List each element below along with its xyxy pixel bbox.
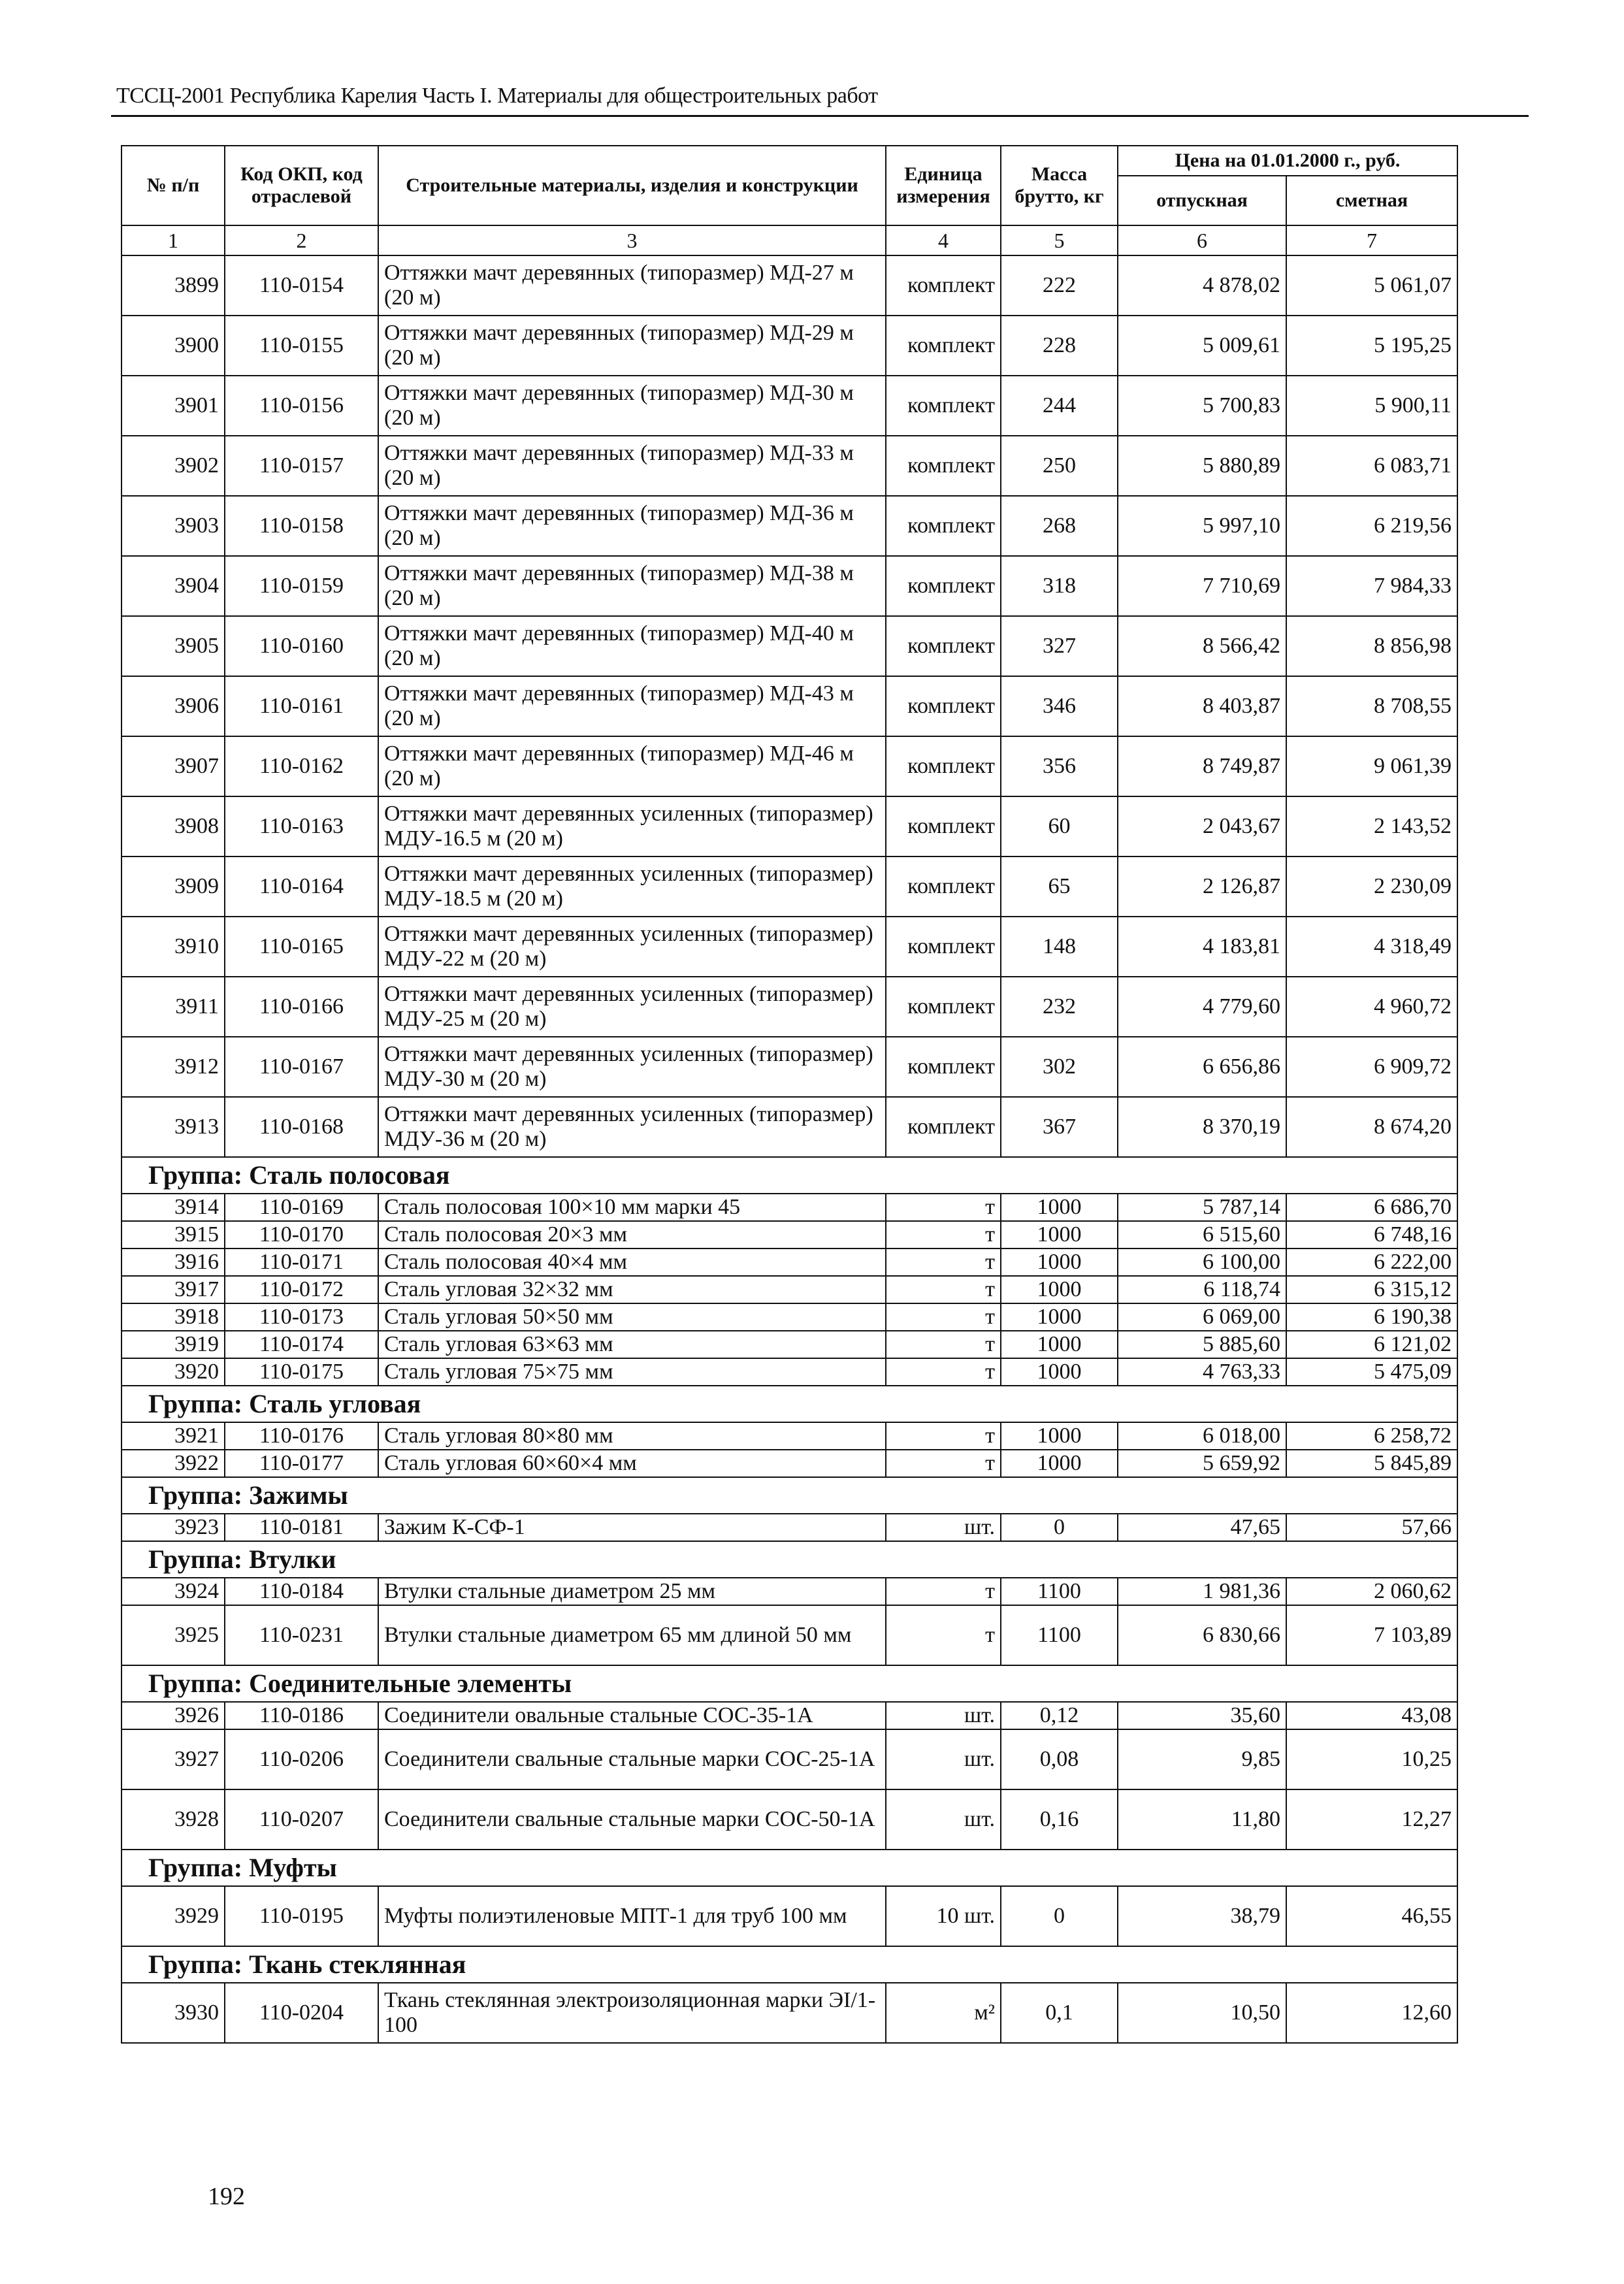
row-code: 110-0156 [225,376,378,436]
row-price-estimate: 6 315,12 [1286,1276,1457,1303]
row-price-estimate: 12,27 [1286,1789,1457,1850]
group-title: Группа: Сталь угловая [122,1386,1457,1422]
row-number: 3923 [122,1514,225,1541]
row-mass: 0,1 [1001,1983,1118,2043]
row-code: 110-0206 [225,1729,378,1789]
row-mass: 318 [1001,556,1118,616]
row-mass: 0,12 [1001,1702,1118,1729]
row-mass: 1000 [1001,1221,1118,1248]
row-mass: 0,08 [1001,1729,1118,1789]
row-price-estimate: 2 060,62 [1286,1578,1457,1605]
row-price-estimate: 43,08 [1286,1702,1457,1729]
table-row [122,1097,1457,1157]
table-row [122,736,1457,796]
row-price-estimate: 9 061,39 [1286,736,1457,796]
table-row [122,796,1457,856]
row-price-estimate: 5 845,89 [1286,1450,1457,1477]
table-row [122,496,1457,556]
row-name: Оттяжки мачт деревянных (типоразмер) МД-43 м (20 м) [378,676,886,736]
table-row [122,1886,1457,1946]
row-number: 3902 [122,436,225,496]
table-row [122,1221,1457,1248]
row-price-release: 5 787,14 [1118,1194,1286,1221]
row-number: 3927 [122,1729,225,1789]
col-header-price-release: отпускная [1118,176,1286,225]
row-code: 110-0168 [225,1097,378,1157]
row-mass: 0,16 [1001,1789,1118,1850]
row-price-estimate: 4 960,72 [1286,977,1457,1037]
row-unit: м² [886,1983,1001,2043]
column-number-row [122,225,1457,255]
row-mass: 268 [1001,496,1118,556]
table-row [122,556,1457,616]
row-price-estimate: 4 318,49 [1286,917,1457,977]
row-mass: 1000 [1001,1450,1118,1477]
table-row [122,676,1457,736]
row-mass: 1000 [1001,1358,1118,1386]
row-unit: комплект [886,856,1001,917]
table-row [122,1605,1457,1665]
row-name: Сталь угловая 32×32 мм [378,1276,886,1303]
row-price-release: 35,60 [1118,1702,1286,1729]
row-number: 3911 [122,977,225,1037]
group-header [122,1946,1457,1983]
row-price-estimate: 6 686,70 [1286,1194,1457,1221]
row-name: Оттяжки мачт деревянных (типоразмер) МД-36 м (20 м) [378,496,886,556]
table-row [122,1422,1457,1450]
row-price-estimate: 5 195,25 [1286,316,1457,376]
row-code: 110-0164 [225,856,378,917]
column-number: 4 [886,225,1001,255]
row-number: 3901 [122,376,225,436]
row-mass: 346 [1001,676,1118,736]
table-row [122,436,1457,496]
row-unit: т [886,1422,1001,1450]
table-row [122,376,1457,436]
row-code: 110-0170 [225,1221,378,1248]
row-name: Оттяжки мачт деревянных (типоразмер) МД-33 м (20 м) [378,436,886,496]
table-row [122,1331,1457,1358]
column-number: 6 [1118,225,1286,255]
row-unit: комплект [886,496,1001,556]
row-unit: т [886,1221,1001,1248]
row-number: 3906 [122,676,225,736]
row-price-release: 6 069,00 [1118,1303,1286,1331]
row-number: 3926 [122,1702,225,1729]
table-row [122,1983,1457,2043]
row-code: 110-0177 [225,1450,378,1477]
table-row [122,1194,1457,1221]
row-price-release: 7 710,69 [1118,556,1286,616]
col-header-unit: Единица измерения [886,146,1001,225]
table-row [122,917,1457,977]
row-name: Оттяжки мачт деревянных (типоразмер) МД-40 м (20 м) [378,616,886,676]
table-row [122,977,1457,1037]
table-row [122,1358,1457,1386]
row-mass: 1000 [1001,1194,1118,1221]
row-mass: 1000 [1001,1248,1118,1276]
row-mass: 0 [1001,1514,1118,1541]
row-price-release: 5 997,10 [1118,496,1286,556]
row-price-estimate: 8 708,55 [1286,676,1457,736]
row-unit: шт. [886,1789,1001,1850]
row-price-release: 4 878,02 [1118,255,1286,316]
row-unit: комплект [886,436,1001,496]
row-number: 3905 [122,616,225,676]
table-row [122,1037,1457,1097]
group-header [122,1850,1457,1886]
row-number: 3921 [122,1422,225,1450]
row-price-release: 2 126,87 [1118,856,1286,917]
row-price-release: 5 700,83 [1118,376,1286,436]
row-price-estimate: 2 143,52 [1286,796,1457,856]
row-unit: шт. [886,1702,1001,1729]
row-price-estimate: 6 748,16 [1286,1221,1457,1248]
row-price-release: 6 656,86 [1118,1037,1286,1097]
row-number: 3922 [122,1450,225,1477]
row-code: 110-0161 [225,676,378,736]
row-name: Оттяжки мачт деревянных (типоразмер) МД-46 м (20 м) [378,736,886,796]
column-number: 1 [122,225,225,255]
col-header-name: Строительные материалы, изделия и конструкции [378,146,886,225]
row-name: Сталь угловая 50×50 мм [378,1303,886,1331]
row-number: 3924 [122,1578,225,1605]
row-number: 3913 [122,1097,225,1157]
row-mass: 244 [1001,376,1118,436]
row-code: 110-0157 [225,436,378,496]
row-code: 110-0169 [225,1194,378,1221]
row-unit: комплект [886,316,1001,376]
row-mass: 0 [1001,1886,1118,1946]
row-price-release: 8 370,19 [1118,1097,1286,1157]
table-row [122,1729,1457,1789]
row-code: 110-0165 [225,917,378,977]
row-unit: т [886,1276,1001,1303]
row-name: Оттяжки мачт деревянных усиленных (типоразмер) МДУ-22 м (20 м) [378,917,886,977]
row-price-release: 5 659,92 [1118,1450,1286,1477]
row-price-release: 6 515,60 [1118,1221,1286,1248]
row-price-estimate: 5 061,07 [1286,255,1457,316]
row-price-estimate: 6 258,72 [1286,1422,1457,1450]
row-code: 110-0172 [225,1276,378,1303]
row-price-estimate: 6 222,00 [1286,1248,1457,1276]
row-price-release: 6 830,66 [1118,1605,1286,1665]
row-name: Сталь угловая 80×80 мм [378,1422,886,1450]
row-name: Сталь полосовая 20×3 мм [378,1221,886,1248]
row-code: 110-0171 [225,1248,378,1276]
row-unit: комплект [886,1037,1001,1097]
row-unit: т [886,1194,1001,1221]
row-number: 3917 [122,1276,225,1303]
row-price-release: 8 403,87 [1118,676,1286,736]
row-mass: 250 [1001,436,1118,496]
row-mass: 60 [1001,796,1118,856]
group-title: Группа: Соединительные элементы [122,1665,1457,1702]
row-unit: комплект [886,676,1001,736]
row-code: 110-0160 [225,616,378,676]
row-price-release: 8 566,42 [1118,616,1286,676]
table-row [122,1578,1457,1605]
row-name: Муфты полиэтиленовые МПТ-1 для труб 100 мм [378,1886,886,1946]
row-price-release: 6 118,74 [1118,1276,1286,1303]
row-code: 110-0204 [225,1983,378,2043]
row-code: 110-0175 [225,1358,378,1386]
row-price-estimate: 5 900,11 [1286,376,1457,436]
group-title: Группа: Втулки [122,1541,1457,1578]
row-code: 110-0184 [225,1578,378,1605]
group-title: Группа: Зажимы [122,1477,1457,1514]
row-unit: комплект [886,1097,1001,1157]
column-number: 7 [1286,225,1457,255]
row-code: 110-0163 [225,796,378,856]
row-number: 3928 [122,1789,225,1850]
row-unit: т [886,1578,1001,1605]
running-head: ТССЦ-2001 Республика Карелия Часть I. Материалы для общестроительных работ [116,84,878,108]
row-number: 3920 [122,1358,225,1386]
row-price-release: 6 018,00 [1118,1422,1286,1450]
row-price-release: 4 763,33 [1118,1358,1286,1386]
row-code: 110-0176 [225,1422,378,1450]
row-unit: комплект [886,255,1001,316]
table-body [122,255,1457,2043]
header-rule [111,115,1529,117]
row-name: Оттяжки мачт деревянных (типоразмер) МД-29 м (20 м) [378,316,886,376]
row-price-release: 4 183,81 [1118,917,1286,977]
table-row [122,616,1457,676]
row-number: 3904 [122,556,225,616]
row-number: 3930 [122,1983,225,2043]
row-code: 110-0195 [225,1886,378,1946]
row-unit: т [886,1248,1001,1276]
row-name: Сталь угловая 75×75 мм [378,1358,886,1386]
col-header-mass: Масса брутто, кг [1001,146,1118,225]
row-code: 110-0167 [225,1037,378,1097]
table-row [122,856,1457,917]
col-header-price-estimate: сметная [1286,176,1457,225]
row-name: Зажим К-СФ-1 [378,1514,886,1541]
group-header [122,1541,1457,1578]
row-mass: 302 [1001,1037,1118,1097]
row-name: Оттяжки мачт деревянных усиленных (типоразмер) МДУ-25 м (20 м) [378,977,886,1037]
row-price-estimate: 6 190,38 [1286,1303,1457,1331]
row-price-release: 2 043,67 [1118,796,1286,856]
row-price-release: 4 779,60 [1118,977,1286,1037]
row-number: 3899 [122,255,225,316]
row-price-estimate: 7 103,89 [1286,1605,1457,1665]
column-number: 2 [225,225,378,255]
row-number: 3900 [122,316,225,376]
row-name: Соединители овальные стальные СОС-35-1А [378,1702,886,1729]
row-price-release: 1 981,36 [1118,1578,1286,1605]
row-price-release: 5 885,60 [1118,1331,1286,1358]
row-number: 3907 [122,736,225,796]
table-row [122,1303,1457,1331]
row-number: 3909 [122,856,225,917]
row-number: 3903 [122,496,225,556]
row-mass: 367 [1001,1097,1118,1157]
row-mass: 327 [1001,616,1118,676]
row-name: Сталь угловая 63×63 мм [378,1331,886,1358]
row-unit: т [886,1450,1001,1477]
row-number: 3916 [122,1248,225,1276]
row-mass: 1000 [1001,1276,1118,1303]
row-unit: комплект [886,556,1001,616]
group-title: Группа: Муфты [122,1850,1457,1886]
row-code: 110-0173 [225,1303,378,1331]
row-unit: т [886,1303,1001,1331]
row-number: 3912 [122,1037,225,1097]
row-price-release: 9,85 [1118,1729,1286,1789]
group-header [122,1386,1457,1422]
row-number: 3914 [122,1194,225,1221]
row-number: 3929 [122,1886,225,1946]
row-name: Ткань стеклянная электроизоляционная марки ЭI/1-100 [378,1983,886,2043]
row-code: 110-0159 [225,556,378,616]
col-header-price: Цена на 01.01.2000 г., руб. [1118,146,1457,176]
row-price-release: 6 100,00 [1118,1248,1286,1276]
row-mass: 1000 [1001,1303,1118,1331]
row-price-estimate: 5 475,09 [1286,1358,1457,1386]
row-mass: 1100 [1001,1605,1118,1665]
row-unit: 10 шт. [886,1886,1001,1946]
row-unit: т [886,1358,1001,1386]
row-unit: т [886,1331,1001,1358]
group-title: Группа: Сталь полосовая [122,1157,1457,1194]
table-row [122,1514,1457,1541]
row-price-estimate: 12,60 [1286,1983,1457,2043]
row-number: 3908 [122,796,225,856]
group-title: Группа: Ткань стеклянная [122,1946,1457,1983]
row-unit: шт. [886,1514,1001,1541]
row-price-estimate: 6 909,72 [1286,1037,1457,1097]
table-row [122,1248,1457,1276]
row-price-estimate: 2 230,09 [1286,856,1457,917]
row-number: 3919 [122,1331,225,1358]
price-table [121,145,1458,2044]
table-row [122,1276,1457,1303]
row-name: Оттяжки мачт деревянных (типоразмер) МД-27 м (20 м) [378,255,886,316]
column-number: 3 [378,225,886,255]
row-price-estimate: 57,66 [1286,1514,1457,1541]
col-header-code: Код ОКП, код отраслевой [225,146,378,225]
table-row [122,1789,1457,1850]
row-price-release: 38,79 [1118,1886,1286,1946]
group-header [122,1665,1457,1702]
row-name: Оттяжки мачт деревянных усиленных (типоразмер) МДУ-30 м (20 м) [378,1037,886,1097]
row-unit: комплект [886,917,1001,977]
row-unit: шт. [886,1729,1001,1789]
row-price-estimate: 6 219,56 [1286,496,1457,556]
row-price-release: 47,65 [1118,1514,1286,1541]
row-name: Сталь полосовая 100×10 мм марки 45 [378,1194,886,1221]
row-name: Втулки стальные диаметром 25 мм [378,1578,886,1605]
table-row [122,1450,1457,1477]
row-code: 110-0174 [225,1331,378,1358]
group-header [122,1477,1457,1514]
row-code: 110-0186 [225,1702,378,1729]
row-code: 110-0154 [225,255,378,316]
row-price-estimate: 8 856,98 [1286,616,1457,676]
row-price-release: 5 009,61 [1118,316,1286,376]
row-unit: комплект [886,977,1001,1037]
row-number: 3918 [122,1303,225,1331]
row-mass: 65 [1001,856,1118,917]
row-name: Оттяжки мачт деревянных усиленных (типоразмер) МДУ-18.5 м (20 м) [378,856,886,917]
row-price-release: 5 880,89 [1118,436,1286,496]
row-price-estimate: 7 984,33 [1286,556,1457,616]
row-name: Сталь полосовая 40×4 мм [378,1248,886,1276]
row-number: 3925 [122,1605,225,1665]
row-code: 110-0162 [225,736,378,796]
row-code: 110-0181 [225,1514,378,1541]
row-unit: комплект [886,616,1001,676]
row-name: Оттяжки мачт деревянных усиленных (типоразмер) МДУ-16.5 м (20 м) [378,796,886,856]
page-number: 192 [208,2183,245,2210]
row-price-estimate: 46,55 [1286,1886,1457,1946]
row-mass: 356 [1001,736,1118,796]
row-mass: 228 [1001,316,1118,376]
row-number: 3910 [122,917,225,977]
row-mass: 148 [1001,917,1118,977]
row-name: Сталь угловая 60×60×4 мм [378,1450,886,1477]
row-unit: т [886,1605,1001,1665]
row-price-estimate: 10,25 [1286,1729,1457,1789]
row-price-estimate: 6 121,02 [1286,1331,1457,1358]
row-name: Соединители свальные стальные марки СОС-25-1А [378,1729,886,1789]
row-code: 110-0207 [225,1789,378,1850]
table-row [122,1702,1457,1729]
row-name: Оттяжки мачт деревянных (типоразмер) МД-38 м (20 м) [378,556,886,616]
row-price-estimate: 8 674,20 [1286,1097,1457,1157]
row-name: Оттяжки мачт деревянных (типоразмер) МД-30 м (20 м) [378,376,886,436]
column-number: 5 [1001,225,1118,255]
row-unit: комплект [886,736,1001,796]
row-mass: 232 [1001,977,1118,1037]
row-number: 3915 [122,1221,225,1248]
row-mass: 1000 [1001,1422,1118,1450]
row-price-release: 10,50 [1118,1983,1286,2043]
row-name: Втулки стальные диаметром 65 мм длиной 50 мм [378,1605,886,1665]
row-unit: комплект [886,796,1001,856]
row-mass: 1000 [1001,1331,1118,1358]
row-code: 110-0155 [225,316,378,376]
row-mass: 1100 [1001,1578,1118,1605]
row-unit: комплект [886,376,1001,436]
row-code: 110-0231 [225,1605,378,1665]
col-header-no: № п/п [122,146,225,225]
row-code: 110-0166 [225,977,378,1037]
row-price-release: 8 749,87 [1118,736,1286,796]
row-name: Оттяжки мачт деревянных усиленных (типоразмер) МДУ-36 м (20 м) [378,1097,886,1157]
table-row [122,255,1457,316]
group-header [122,1157,1457,1194]
row-name: Соединители свальные стальные марки СОС-50-1А [378,1789,886,1850]
table-row [122,316,1457,376]
row-mass: 222 [1001,255,1118,316]
row-code: 110-0158 [225,496,378,556]
row-price-release: 11,80 [1118,1789,1286,1850]
row-price-estimate: 6 083,71 [1286,436,1457,496]
